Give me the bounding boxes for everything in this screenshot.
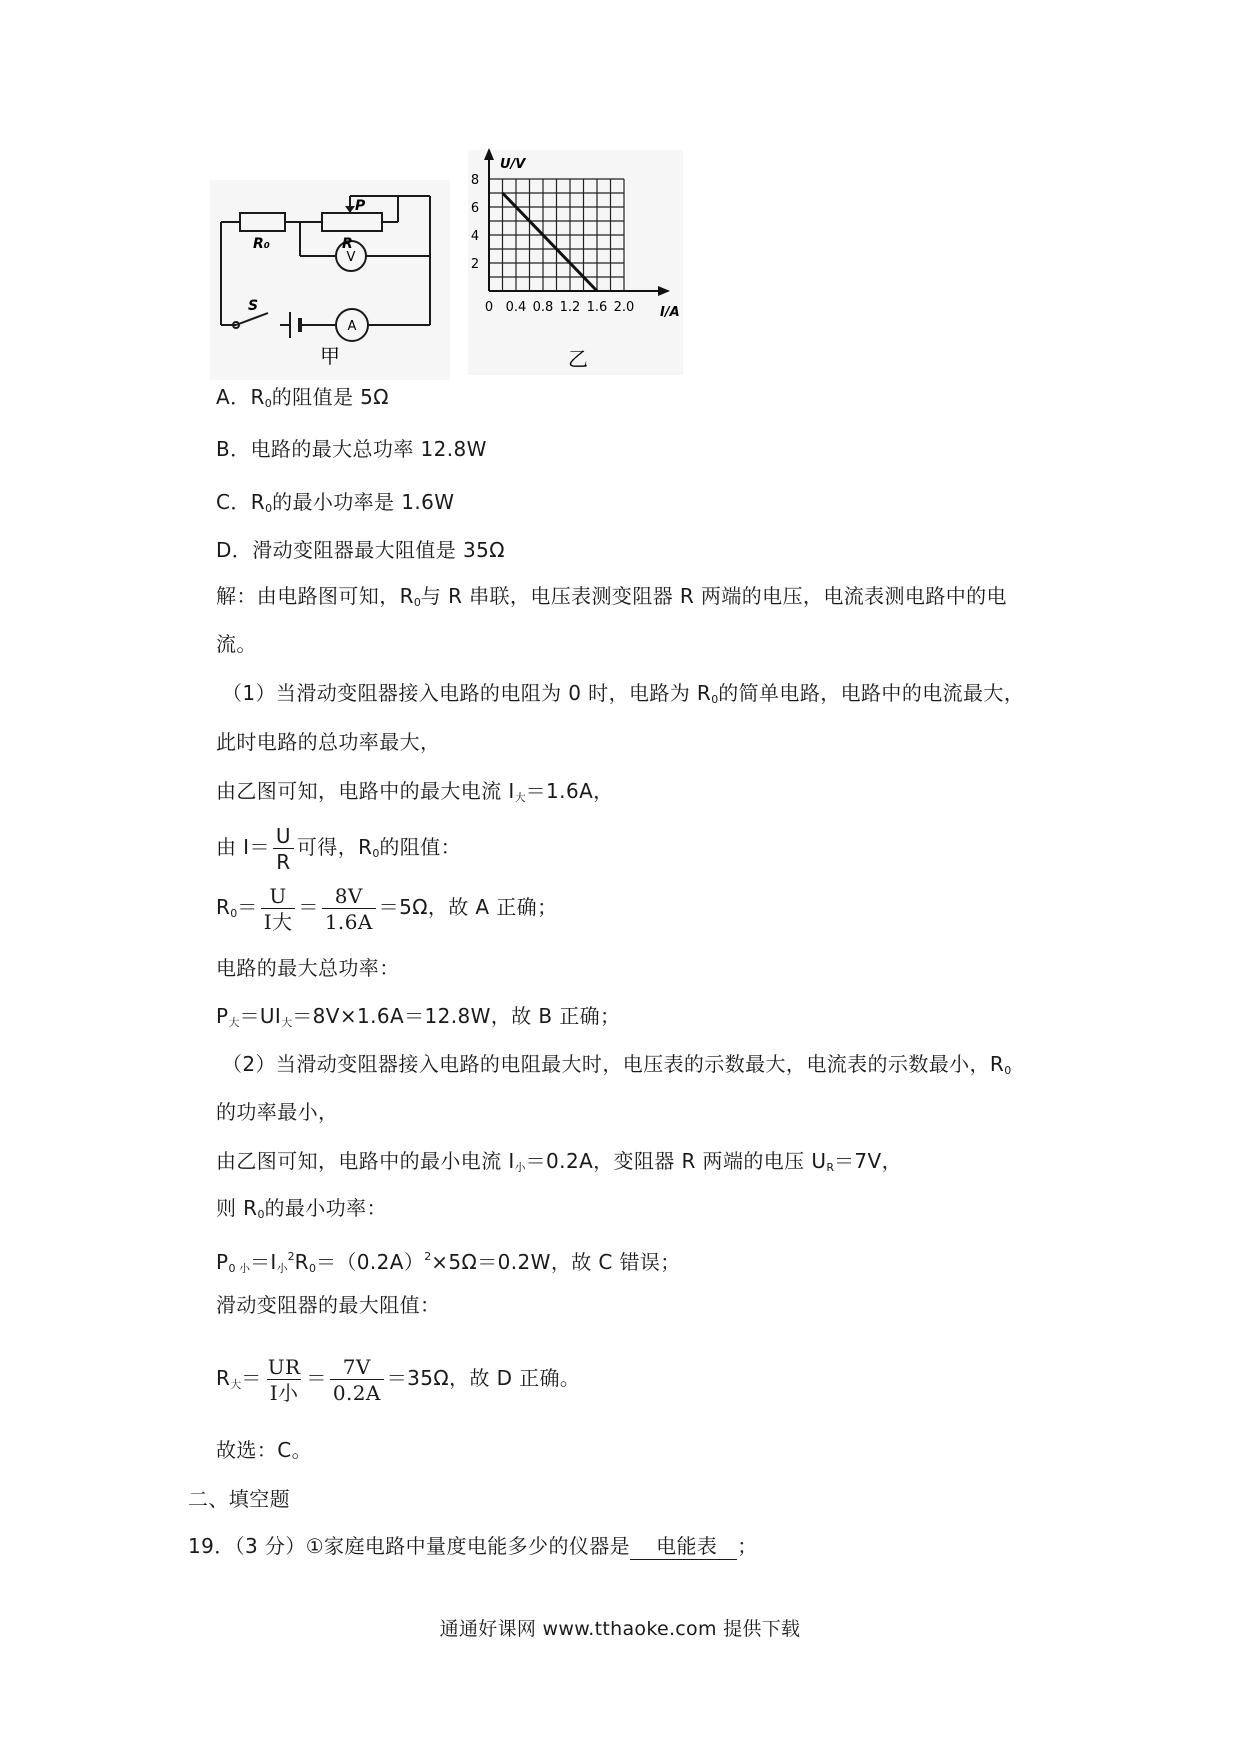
solution-line-10 [222, 1052, 1011, 1083]
x-tick-label: 0.8 [532, 300, 554, 315]
text: ＝0.2A，变阻器 R 两端的电压 U [525, 1149, 827, 1173]
question-19 [188, 1534, 758, 1560]
text: （2）当滑动变阻器接入电路的电阻最大时，电压表的示数最大，电流表的示数最小，R [222, 1052, 1005, 1076]
fraction-u-over-i-max [261, 883, 296, 934]
subscript: 0 [264, 397, 272, 410]
subscript: 大 [230, 1378, 242, 1391]
option-a-text: A．R [216, 385, 265, 409]
denominator: I小 [267, 1379, 302, 1403]
question-19-text: 19．（3 分）①家庭电路中量度电能多少的仪器是 [188, 1534, 631, 1558]
x-tick-label: 1.6 [586, 300, 608, 315]
footer: 通通好课网 www.tthaoke.com 提供下载 [439, 1618, 801, 1640]
y-tick-label: 8 [470, 173, 480, 188]
text: 与 R 串联，电压表测变阻器 R 两端的电压，电流表测电路中的电 [420, 584, 1007, 608]
fraction-7v-over-0-2a [330, 1354, 384, 1405]
option-a-text-end: 的阻值是 5Ω [271, 385, 389, 409]
text: ＝ [237, 895, 258, 919]
text: ＝35Ω，故 D 正确。 [386, 1366, 581, 1390]
subscript: 0 小 [228, 1262, 250, 1275]
text: ＝ [306, 1366, 327, 1390]
option-a [216, 385, 389, 416]
text: 由乙图可知，电路中的最大电流 I [216, 779, 515, 803]
solution-line-12 [216, 1149, 902, 1180]
label-p: P [355, 198, 366, 214]
text: ＝ [241, 1366, 262, 1390]
x-tick-label: 0.4 [505, 300, 527, 315]
text: 的简单电路，电路中的电流最大， [718, 681, 1025, 705]
x-tick-label: 2.0 [613, 300, 635, 315]
numerator: 7V [342, 1354, 371, 1379]
answer-blank: 电能表 [630, 1534, 737, 1560]
fraction-ur-over-i-min [265, 1354, 304, 1405]
text: ＝（0.2A） [315, 1250, 425, 1274]
subscript: 0 [308, 1262, 316, 1275]
solution-line-6 [216, 819, 461, 882]
text: ＝7V， [834, 1149, 903, 1173]
superscript: 2 [424, 1250, 432, 1263]
text: 解：由电路图可知，R [216, 584, 414, 608]
option-c [216, 490, 454, 521]
solution-line-13 [216, 1196, 387, 1227]
text: R [294, 1250, 309, 1274]
text: ＝I [249, 1250, 277, 1274]
subscript: 大 [228, 1016, 240, 1029]
text: P [216, 1004, 229, 1028]
text: R [216, 895, 231, 919]
option-b: B．电路的最大总功率 12.8W [216, 437, 487, 461]
subscript: R [826, 1161, 835, 1174]
denominator: I大 [261, 908, 296, 932]
text: R [216, 1366, 231, 1390]
solution-line-2: 流。 [216, 632, 257, 656]
numerator: U [275, 823, 291, 848]
option-c-text-end: 的最小功率是 1.6W [272, 490, 455, 514]
text: 的最小功率： [264, 1196, 387, 1220]
subscript: 0 [1004, 1064, 1012, 1077]
section-title: 二、填空题 [188, 1487, 290, 1511]
fraction-8v-over-1-6a [322, 883, 376, 934]
denominator: 1.6A [322, 908, 376, 932]
text: ×5Ω＝0.2W，故 C 错误； [431, 1250, 681, 1274]
solution-line-8: 电路的最大总功率： [216, 956, 400, 980]
solution-line-7 [216, 876, 557, 945]
figure-area [0, 140, 1240, 520]
text: P [216, 1250, 229, 1274]
text: 由乙图可知，电路中的最小电流 I [216, 1149, 515, 1173]
subscript: 小 [514, 1161, 526, 1174]
subscript: 0 [265, 502, 273, 515]
label-ammeter: A [347, 319, 357, 334]
solution-line-5 [216, 779, 614, 810]
text: ＝8V×1.6A＝12.8W，故 B 正确； [292, 1004, 621, 1028]
text: 则 R [216, 1196, 258, 1220]
y-tick-label: 6 [470, 201, 480, 216]
numerator: 8V [334, 883, 363, 908]
solution-line-4: 此时电路的总功率最大， [216, 730, 441, 754]
subscript: 小 [276, 1262, 288, 1275]
y-tick-label: 4 [470, 229, 480, 244]
subscript: 大 [281, 1016, 293, 1029]
text: ＝1.6A， [525, 779, 614, 803]
option-c-text: C．R [216, 490, 266, 514]
solution-line-9 [216, 1004, 620, 1035]
option-d: D．滑动变阻器最大阻值是 35Ω [216, 538, 505, 562]
subscript: 0 [711, 693, 719, 706]
denominator: R [273, 848, 293, 872]
subscript: 大 [514, 791, 526, 804]
numerator: U [269, 883, 287, 908]
text: 可得，R [296, 835, 373, 859]
subscript: 0 [257, 1208, 265, 1221]
text: ＝ [298, 895, 319, 919]
subscript: 0 [413, 596, 421, 609]
circuit-caption: 甲 [320, 344, 340, 368]
solution-line-16 [216, 1345, 580, 1418]
solution-line-15: 滑动变阻器的最大阻值： [216, 1293, 441, 1317]
x-tick-label: 0 [484, 300, 494, 315]
fraction-u-over-r [273, 823, 294, 874]
text: ＝UI [239, 1004, 282, 1028]
superscript: 2 [287, 1250, 295, 1263]
text: 由 I＝ [216, 835, 270, 859]
graph-caption: 乙 [568, 347, 588, 371]
solution-line-11: 的功率最小， [216, 1100, 339, 1124]
denominator: 0.2A [330, 1379, 384, 1403]
graph-y-label: U/V [500, 157, 526, 172]
solution-line-17: 故选：C。 [216, 1438, 312, 1462]
text: 的阻值： [379, 835, 462, 859]
text: ＝5Ω，故 A 正确； [378, 895, 558, 919]
subscript: 0 [230, 907, 238, 920]
label-s: S [248, 298, 259, 314]
label-voltmeter: V [346, 250, 356, 265]
label-r0: R₀ [253, 236, 270, 252]
question-19-end: ； [737, 1534, 758, 1558]
solution-line-1 [216, 584, 1007, 615]
solution-line-14 [216, 1245, 681, 1281]
solution-line-3 [222, 681, 1024, 712]
y-tick-label: 2 [470, 257, 480, 272]
subscript: 0 [372, 847, 380, 860]
x-tick-label: 1.2 [559, 300, 581, 315]
numerator: UR [267, 1354, 301, 1379]
label-r: R [342, 236, 353, 252]
graph-x-label: I/A [660, 305, 680, 320]
text: （1）当滑动变阻器接入电路的电阻为 0 时，电路为 R [222, 681, 712, 705]
